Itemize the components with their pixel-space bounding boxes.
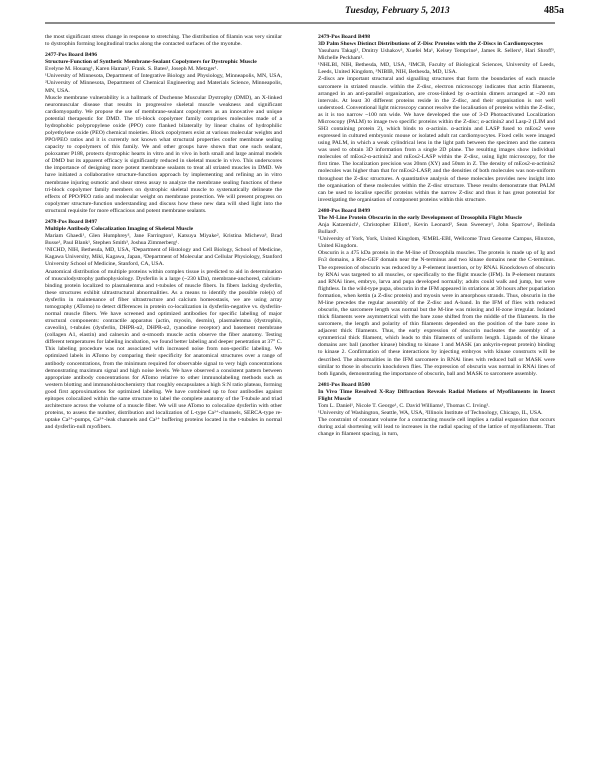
abstract-body: The constraint of constant volume for a contracting muscle cell implies a radial expansion that occurs during axial shortening will lead to increases in the radial spacing of the lattice of myofilaments. That change in filament spacing, in turn,: [318, 417, 555, 438]
abstract-authors: Anja Katzemich¹, Christopher Elliott¹, Kevin Leonard², Sean Sweeney¹, John Sparrow¹, Belinda Bullard¹.: [318, 222, 555, 236]
abstract-2479: [318, 34, 555, 204]
abstract-number: 2479-Pos Board B498: [318, 34, 371, 40]
abstract-number: 2481-Pos Board B500: [318, 381, 371, 388]
right-column: [318, 34, 555, 442]
abstract-authors: Tom L. Daniel¹, Nicole T. George¹, C. David Williams¹, Thomas C. Irving².: [318, 402, 490, 409]
header-date: Tuesday, February 5, 2013: [345, 6, 450, 16]
left-column: [45, 34, 282, 435]
abstract-2477: [45, 52, 282, 215]
abstract-number: 2477-Pos Board B496: [45, 52, 98, 59]
page-number: 485a: [544, 5, 564, 16]
abstract-2478: [45, 219, 282, 431]
abstract-title: Structure-Function of Synthetic Membrane-Sealant Copolymers for Dystrophic Muscle: [45, 59, 257, 66]
abstract-affiliations: ¹University of Minnesota, Department of Integrative Biology and Physiology, Minneapolis, MN, USA, ²University of Minnesota, Department of Chemical Engineering and Materials Science, Minneapolis, MN, USA.: [45, 73, 282, 94]
abstract-authors: Evelyne M. Houang¹, Karen Haman², Frank. S. Bates², Joseph M. Metzger¹.: [45, 66, 218, 73]
abstract-number: 2478-Pos Board B497: [45, 218, 98, 225]
abstract-2480: [318, 208, 555, 378]
abstract-number: 2480-Pos Board B499: [318, 207, 371, 214]
abstract-2481: [318, 382, 555, 439]
header-rule: [45, 22, 555, 24]
abstract-affiliations: ¹NHLBI, NIH, Bethesda, MD, USA, ²IMCB, Faculty of Biological Sciences, University of Leeds, Leeds, United Kingdom, ³NIBIB, NIH, Bethesda, MD, USA.: [318, 62, 555, 76]
abstract-affiliations: ¹University of Washington, Seattle, WA, USA, ²Illinois Institute of Technology, Chicago, IL, USA.: [318, 410, 543, 417]
abstract-title: Multiple Antibody Colocalization Imaging of Skeletal Muscle: [45, 226, 194, 233]
abstract-affiliations: ¹NICHD, NIH, Bethesda, MD, USA, ²Department of Histology and Cell Biology, School of Medicine, Kagawa University, Miki, Kagawa, Japan, ³Department of Molecular and Cellular Physiology, Stanford University School of Medicine, Stanford, CA, USA.: [45, 247, 282, 268]
continued-text: the most significant stress change in response to stretching. The distribution of filamin was very similar to dystrophin forming longitudinal tracks along the contacted surfaces of the myotube.: [45, 34, 282, 48]
abstract-body: Obscurin is a 475 kDa protein in the M-line of Drosophila muscles. The protein is made up of Ig and Fn3 domains, a Rho-GEF domain near the N-terminus and two kinase domains near the C-terminus. The expression of obscurin was reduced by a P-element insertion, or by RNAi. Knockdown of obscurin by RNAi was targeted to all muscles, or specifically to the flight muscle (IFM). In P-element mutants and RNAi lines, embryo, larva and pupa developed normally; adults could walk and jump, but were flightless. In the wild-type pupa, obscurin in the IFM appeared in striations at 30 hours after pupariation formation, when kettin (a Z-disc protein) and myosin were in amorphous strands. Thus, obscurin in the M-line precedes the regular assembly of the Z-disc and A-band. In the IFM of flies with reduced obscurin, the sarcomere length was normal but the M-line was missing and H-zone irregular. Isolated thick filaments were asymmetrical with the bare zone shifted from the middle of the filaments. In the sarcomere, the length and polarity of thin filaments depended on the position of the bare zone in adjacent thick filaments. Thus, the early expression of obscurin nucleates the assembly of a symmetrical thick filament, which leads to thin filaments of uniform length. Ligands of the kinase domains are: ball (another kinase) binding to kinase 1 and MASK (an ankyrin-repeat protein) binding to kinase 2. Confirmation of these interactions by injecting embryos with kinase constructs will be described. The abnormalities in the IFM sarcomere in RNAi lines with reduced ball or MASK were similar to those in obscurin knockdown flies. The expression of obscurin was normal in RNAi lines of both ligands, demonstrating the importance of obscurin, ball and MASK to sarcomere assembly.: [318, 250, 555, 377]
abstract-title: The M-Line Protein Obscurin in the early Development of Drosophila Flight Muscle: [318, 214, 523, 221]
abstract-body: Anatomical distribution of multiple proteins within complex tissue is predicted to aid in determination of musculodystrophy pathophysiology. Dysferlin is a large (~230 kDa), membrane-anchored, calcium-binding protein localized to plasmalemma and t-tubules of muscle fibers. In fibers lacking dysferlin, these structures exhibit ultrastructural abnormalities. As a means to identify the possible role(s) of dysferlin in maintenance of fiber ultrastructure and calcium homeostasis, we are using array tomography (ATomo) to detect differences in protein co-localization in dysferlin-negative vs. dysferlin-normal muscle fibers. We have screened and optimized antibodies for specific labeling of major structural components: contractile apparatus (actin, myosin, desmin), plasmalemma (dystrophin, caveolin), t-tubules (dysferlin, DHPR-α2, DHPR-α2, ryanodine receptor) and basement membrane (collagen A1, elastin) and calnexin and α-smooth muscle actin observe the fiber anatomy. Testing different temperatures for labeling incubation, we found better labeling and deeper penetration at 37° C. This labeling procedure was not associated with increased noise from non-specific labeling. We optimized labels in ATomo by comparing their specificity for anatomical structures over a range of antibody concentrations, from the minimum required for observable signal to very high concentrations demonstrating maximum signal and high noise levels. We have observed a consistent pattern between appropriate antibody concentrations for ATomo relative to other immunolabeling methods such as western blotting and immunohistochemistry that roughly encapsulates a high S:N ratio plateau, forming good first approximations for optimized labeling. We have combined up to four antibodies against epitopes colocalized within the same structure to label the complete anatomy of the T-tubule and triad architecture across the volume of a muscle fiber. We will use ATomo to colocalize dysferlin with other proteins, to assess the number, distribution and localization of L-type Ca²⁺-channels, SERCA-type re-uptake Ca²⁺-pumps, Ca²⁺-leak channels and Ca²⁺ buffering proteins located in the t-tubules in normal and dysferlin-null myofibers.: [45, 268, 282, 431]
abstract-authors: Yasuharu Takagi¹, Dmitry Ushakov², Xuefei Ma¹, Kelsey Temprine¹, James R. Sellers¹, Hari Shroff³, Michelle Peckham².: [318, 48, 555, 62]
abstract-body: Z-discs are important structural and signalling structures that form the boundaries of each muscle sarcomere in striated muscle. within the Z-disc, electron microscopy indicates that actin filaments, arranged in an anti-parallel organization, are cross-linked by α-actinin dimers arranged at ~20 nm intervals. At least 30 different proteins reside in the Z-disc, and their organisation is not well understood. Conventional light microscopy cannot resolve the localisation of proteins within the Z-disc, as it is too narrow ~100 nm wide. We have developed the use of 3-D Photoactivated Localization Microscopy (PALM) to image two specific proteins within the Z-disc; α-actinin2 and Lasp-2 (LIM and SH3 containing protein 2), which binds to α-actinin. α-actinin and LASP fused to mEos2 were expressed in cultured embryonic mouse or isolated adult rat cardiomyocytes. Fixed cells were imaged using PALM, in which a weak cylindrical lens in the light path between the specimen and the camera was used to obtain 3D information from a single 2D plane. The resulting images show individual molecules of mEos2-α-actinin2 and mEos2-LASP within the Z-disc, using light microscopy, for the first time. The localization precision was 20nm (XY) and 50nm in Z. The density of mEos2-α-actinin2 molecules was higher than that for mEos2-LASP, and the densities of both molecules was non-uniform throughout the Z-disc structures. A quantitative analysis of these molecules provides new insight into the organisation of these molecules within the Z-disc structure. These results demonstrate that PALM can be used to localise specific proteins within the narrow Z-disc and thus it has great potential for investigating the organisation of component proteins within this structure.: [318, 76, 555, 203]
page-header: [0, 0, 600, 25]
abstract-title: In Vivo Time Resolved X-Ray Diffraction Reveals Radial Motions of Myofilaments in Insect Flight Muscle: [318, 388, 555, 402]
abstract-affiliations: ¹University of York, York, United Kingdom, ²EMBL-EBI, Wellcome Trust Genome Campus, Hinxton, United Kingdom.: [318, 236, 555, 250]
abstract-authors: Mariam Ghaedi¹, Glen Humphrey², Jane Farrington¹, Katsuya Miyake², Kristina Micheva³, Brad Busse¹, Paul Blank¹, Stephen Smith³, Joshua Zimmerberg¹.: [45, 233, 282, 247]
abstract-title: 3D Palm Shows Distinct Distributions of Z-Disc Proteins with the Z-Discs in Cardiomyocytes: [318, 41, 543, 48]
abstract-body: Muscle membrane vulnerability is a hallmark of Duchenne Muscular Dystrophy (DMD), an X-linked neuromuscular disease that results in progressive skeletal muscle weakness and significant cardiomyopathy. We propose the use of membrane-sealant copolymers as an innovative and unique potential therapeutic for DMD. The tri-block copolymer family comprises molecules made of a hydrophobic polypropylene oxide (PPO) core flanked bilaterally by linear chains of hydrophilic polyethylene oxide (PEO) chemical moieties. Block copolymers exist at various molecular weights and PPO/PEO ratios and it is currently not known what structural properties confer membrane sealing capacity to copolymers of this family. We and other groups have shown that one such sealant, poloxamer P188, protects dystrophic hearts in vitro and in vivo in both small and large animal models of DMD but its apparent efficacy is significantly reduced in skeletal muscle in vivo. This underscores the importance of designing more potent membrane sealants to treat all striated muscles in DMD. We have initiated a collaborative structure-function approach by implementing and refining an in vitro membrane injuring osmotic and shear stress assay to analyze the membrane sealing functions of these tri-block copolymer family members on dystrophic skeletal muscle to systematically delineate the effects of PPO/PEO ratio and molecular weight on membrane protection. We will present progress on copolymer structure-function understanding and discuss how these new data will shed light into the structural requisite for more efficacious and potent membrane sealants.: [45, 94, 282, 214]
